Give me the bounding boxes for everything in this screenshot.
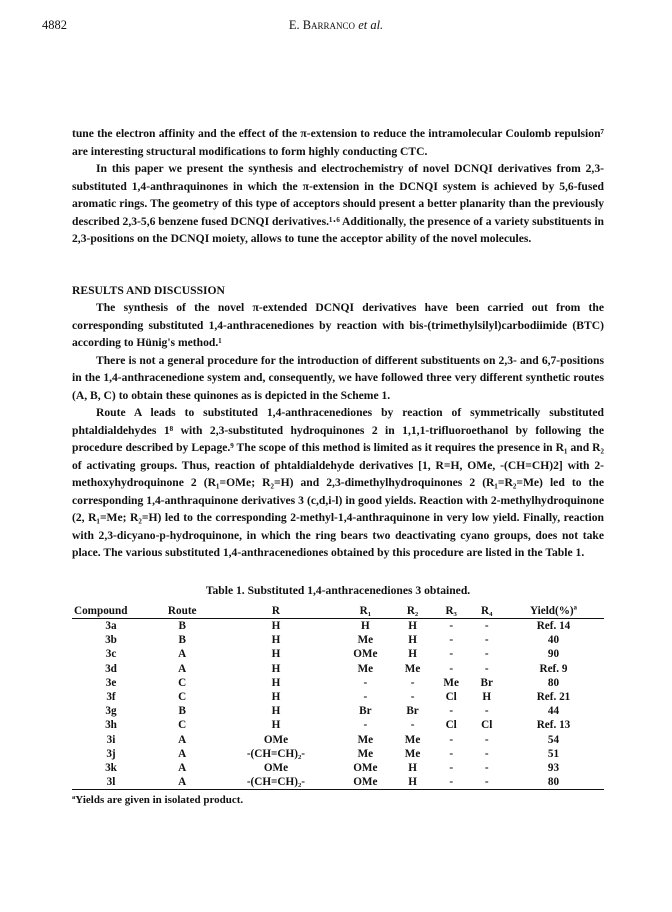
- table-cell: -: [484, 733, 489, 746]
- table-cell: 93: [547, 762, 560, 775]
- table-cell: -: [484, 648, 489, 661]
- table-cell: Br: [480, 676, 493, 689]
- table-row: [72, 633, 604, 647]
- table-cell: -: [449, 648, 454, 661]
- table-cell: -(CH=CH)₂-: [214, 775, 337, 790]
- table-row: [72, 761, 604, 775]
- table-header-cell: R₄: [470, 605, 503, 619]
- table-cell: -: [410, 719, 415, 732]
- table-cell: Me: [357, 662, 374, 675]
- table-cell: 44: [547, 705, 560, 718]
- table-header-cell: R₂: [393, 605, 432, 619]
- table-cell: -: [484, 662, 489, 675]
- table-cell: H: [408, 648, 417, 661]
- article-body: [72, 125, 604, 562]
- table-cell: -: [449, 733, 454, 746]
- table-body: [72, 619, 604, 790]
- results-table: [72, 605, 604, 790]
- table-cell: -: [410, 691, 415, 704]
- table-cell: -: [449, 634, 454, 647]
- results-paragraph-3: Route A leads to substituted 1,4-anthracenediones by reaction of symmetrically substituted phtaldialdehydes 1⁸ with 2,3-substituted hydroquinones 2 in 1,1,1-trifluoroethanol by following the procedure described by Lepage.⁹ The scope of this method is limited as it requires the presence in R₁ and R₂ of activating groups. Thus, reaction of phtaldialdehyde derivatives [1, R=H, OMe, -(CH=CH)2] with 2-methoxyhydroquinone 2 (R₁=OMe; R₂=H) and 2,3-dimethylhydroquinones 2 (R₁=R₂=Me) led to the corresponding 1,4-anthraquinone derivatives 3 (c,d,i-l) in good yields. Reaction with 2-methylhydroquinone (2, R₁=Me; R₂=H) led to the corresponding 2-methyl-1,4-anthraquinone in very low yield. Finally, reaction with 2,3-dicyano-p-hydroquinone, in which the ring bears two deactivating cyano groups, does not take place. The various substituted 1,4-anthracenediones obtained by this procedure are listed in the Table 1.: [72, 406, 604, 559]
- table-cell: Me: [443, 676, 459, 689]
- intro-paragraph-2: In this paper we present the synthesis and electrochemistry of novel DCNQI derivatives from 2,3-substituted 1,4-anthraquinones in which the π-extension in the DCNQI system is achieved by 5,6-fused aromatic rings. The geometry of this type of acceptors should present a better planarity than the previously described 2,3-5,6 benzene fused DCNQI derivatives.¹·⁶ Additionally, the presence of a variety substituents in 2,3-positions on the DCNQI moiety, allows to tune the acceptor ability of the novel molecules.: [72, 162, 604, 245]
- table-row: [72, 619, 604, 634]
- table-row: [72, 647, 604, 661]
- table-header-cell: R₃: [432, 605, 471, 619]
- table-cell: 3j: [106, 747, 116, 760]
- table-cell: 80: [503, 775, 604, 790]
- table-row: [72, 775, 604, 790]
- table-cell: A: [150, 775, 214, 790]
- table-cell: Me: [404, 662, 421, 675]
- table-cell: Me: [404, 733, 421, 746]
- table-cell: H: [408, 762, 417, 775]
- table-cell: B: [178, 634, 186, 647]
- table-cell: Cl: [445, 691, 457, 704]
- table-cell: 3d: [105, 662, 117, 675]
- table-cell: Me: [357, 634, 374, 647]
- table-cell: Cl: [481, 719, 493, 732]
- table-cell: 54: [547, 733, 560, 746]
- table-cell: H: [271, 620, 281, 632]
- table-cell: Me: [357, 747, 374, 760]
- table-cell: 3k: [105, 762, 117, 775]
- table-row: [72, 747, 604, 761]
- table-header-row: [72, 605, 604, 619]
- table-cell: 3e: [105, 676, 117, 689]
- table-cell: OMe: [263, 762, 289, 775]
- table-cell: 3h: [105, 719, 117, 732]
- table-cell: H: [271, 705, 281, 718]
- table-cell: A: [178, 747, 187, 760]
- table-row: [72, 704, 604, 718]
- table-cell: Ref. 21: [536, 691, 571, 704]
- table-cell: 80: [547, 676, 560, 689]
- table-cell: C: [178, 719, 187, 732]
- table-header-cell: R: [214, 605, 337, 619]
- table-cell: -: [449, 747, 454, 760]
- table-cell: -(CH=CH)₂-: [246, 747, 306, 760]
- table-cell: H: [393, 775, 432, 790]
- page-header: [0, 18, 672, 36]
- section-heading: RESULTS AND DISCUSSION: [72, 283, 225, 297]
- table-cell: 3i: [106, 733, 116, 746]
- table-cell: 3a: [105, 620, 117, 632]
- table-cell: H: [271, 676, 281, 689]
- table-cell: Br: [359, 705, 372, 718]
- table-cell: 90: [547, 648, 560, 661]
- table-cell: -: [363, 719, 368, 732]
- table-header-cell: Yield(%)ª: [503, 605, 604, 619]
- table-cell: -: [484, 620, 489, 632]
- table-cell: 40: [547, 634, 560, 647]
- table-footnote: ªYields are given in isolated product.: [72, 794, 244, 807]
- table-cell: H: [361, 620, 370, 632]
- table-cell: H: [271, 691, 281, 704]
- table-row: [72, 676, 604, 690]
- table-cell: 51: [547, 747, 560, 760]
- table-cell: A: [178, 733, 187, 746]
- table-caption: Table 1. Substituted 1,4-anthracenediones 3 obtained.: [205, 584, 471, 597]
- table-cell: A: [178, 648, 187, 661]
- results-paragraph-1: The synthesis of the novel π-extended DCNQI derivatives have been carried out from the corresponding substituted 1,4-anthracenediones by reaction with bis-(trimethylsilyl)carbodiimide (BTC) according to Hünig's method.¹: [72, 301, 604, 349]
- table-cell: -: [410, 676, 415, 689]
- page-number: 4882: [42, 18, 67, 32]
- running-head: E. Barranco et al.: [288, 18, 384, 32]
- table-cell: C: [178, 691, 187, 704]
- table-cell: -: [484, 762, 489, 775]
- table-cell: 3c: [105, 648, 117, 661]
- table-cell: OMe: [353, 648, 378, 661]
- table-cell: B: [178, 620, 186, 632]
- table-cell: OMe: [353, 762, 378, 775]
- table-cell: H: [408, 634, 417, 647]
- table-cell: OMe: [263, 733, 289, 746]
- table-header-cell: R₁: [337, 605, 393, 619]
- table-cell: Cl: [445, 719, 457, 732]
- table-row: [72, 690, 604, 704]
- table-cell: Ref. 9: [539, 662, 568, 675]
- table-cell: A: [178, 762, 187, 775]
- table-cell: 3f: [106, 691, 116, 704]
- results-paragraph-2: There is not a general procedure for the introduction of different substituents on 2,3- and 6,7-positions in the 1,4-anthracenedione system and, consequently, we have followed three very different synthetic routes (A, B, C) to obtain these quinones as is depicted in the Scheme 1.: [72, 353, 604, 402]
- table-cell: H: [271, 634, 281, 647]
- table-cell: 3b: [105, 634, 117, 647]
- table-1: [72, 584, 604, 806]
- table-cell: -: [432, 775, 471, 790]
- table-cell: OMe: [337, 775, 393, 790]
- table-cell: Me: [404, 747, 421, 760]
- table-cell: H: [271, 648, 281, 661]
- table-cell: A: [178, 662, 187, 675]
- table-cell: -: [484, 705, 489, 718]
- table-cell: B: [178, 705, 186, 718]
- table-cell: -: [449, 620, 454, 632]
- table-cell: Ref. 14: [536, 620, 571, 632]
- table-header-cell: Route: [150, 605, 214, 619]
- table-cell: Ref. 13: [536, 719, 571, 732]
- table-cell: H: [271, 662, 281, 675]
- table-cell: -: [449, 662, 454, 675]
- table-row: [72, 718, 604, 732]
- table-cell: -: [363, 676, 368, 689]
- table-cell: -: [484, 634, 489, 647]
- table-cell: -: [470, 775, 503, 790]
- table-cell: 3l: [72, 775, 150, 790]
- table-cell: -: [484, 747, 489, 760]
- table-cell: Me: [357, 733, 374, 746]
- intro-paragraph-1: tune the electron affinity and the effect of the π-extension to reduce the intramolecular Coulomb repulsion⁷ are interesting structural modifications to form highly conducting CTC.: [72, 127, 604, 158]
- table-cell: -: [449, 762, 454, 775]
- table-row: [72, 733, 604, 747]
- table-cell: -: [449, 705, 454, 718]
- table-cell: 3g: [105, 705, 117, 718]
- table-row: [72, 662, 604, 676]
- table-header-cell: Compound: [72, 605, 150, 619]
- table-cell: C: [178, 676, 187, 689]
- table-cell: -: [363, 691, 368, 704]
- table-cell: Br: [406, 705, 419, 718]
- table-cell: H: [271, 719, 281, 732]
- table-cell: H: [408, 620, 417, 632]
- table-cell: H: [482, 691, 492, 704]
